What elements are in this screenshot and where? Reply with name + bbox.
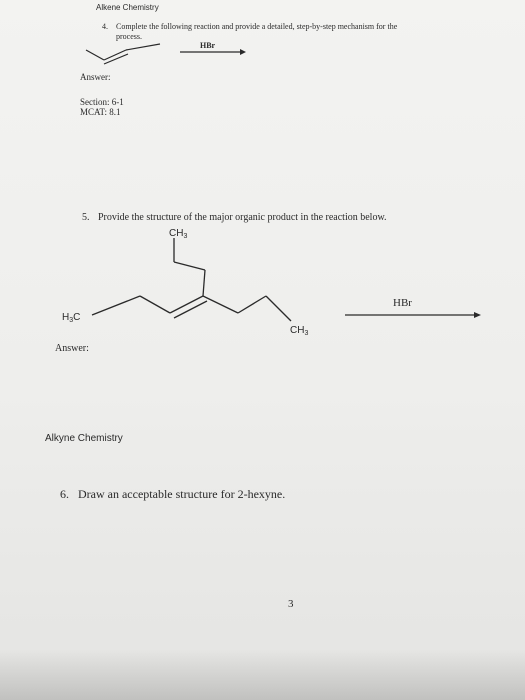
page-number: 3	[288, 598, 294, 610]
q5-bond-e	[238, 296, 266, 313]
q6-number: 6.	[60, 487, 69, 501]
q5-label-left: $H_3C$	[62, 312, 81, 324]
q4-text-line1: Complete the following reaction and provide a detailed, step-by-step mechanism for the	[116, 22, 398, 31]
q5-label-right: $CH_3$	[290, 325, 309, 337]
q4-reagent: HBr	[200, 41, 216, 50]
section-heading-alkene: Alkene Chemistry	[96, 3, 159, 12]
q4-section-ref: Section: 6-1	[80, 97, 124, 107]
q5-bond-f	[266, 296, 291, 321]
q5-answer-label: Answer:	[55, 343, 89, 354]
q5-bond-a	[92, 296, 140, 315]
q4-answer-label: Answer:	[80, 72, 111, 82]
q5-reagent: HBr	[393, 297, 412, 309]
q5-bond-c	[170, 296, 203, 313]
q5-bond-c-double	[174, 301, 207, 318]
q5-arrow-head	[474, 312, 481, 318]
q4-text-line2: process.	[116, 32, 142, 41]
q6-text: Draw an acceptable structure for 2-hexyne.	[78, 487, 286, 501]
q4-mcat-ref: MCAT: 8.1	[80, 107, 121, 117]
q5-text: Provide the structure of the major organic product in the reaction below.	[98, 212, 387, 223]
q4-number: 4.	[102, 22, 108, 31]
q5-bond-b	[140, 296, 170, 313]
section-heading-alkyne: Alkyne Chemistry	[45, 433, 123, 444]
q5-bond-h	[174, 262, 205, 270]
q5-bond-g	[203, 270, 205, 296]
q5-number: 5.	[82, 212, 90, 223]
q5-label-top: $CH_3$	[169, 228, 188, 240]
q5-bond-d	[203, 296, 238, 313]
